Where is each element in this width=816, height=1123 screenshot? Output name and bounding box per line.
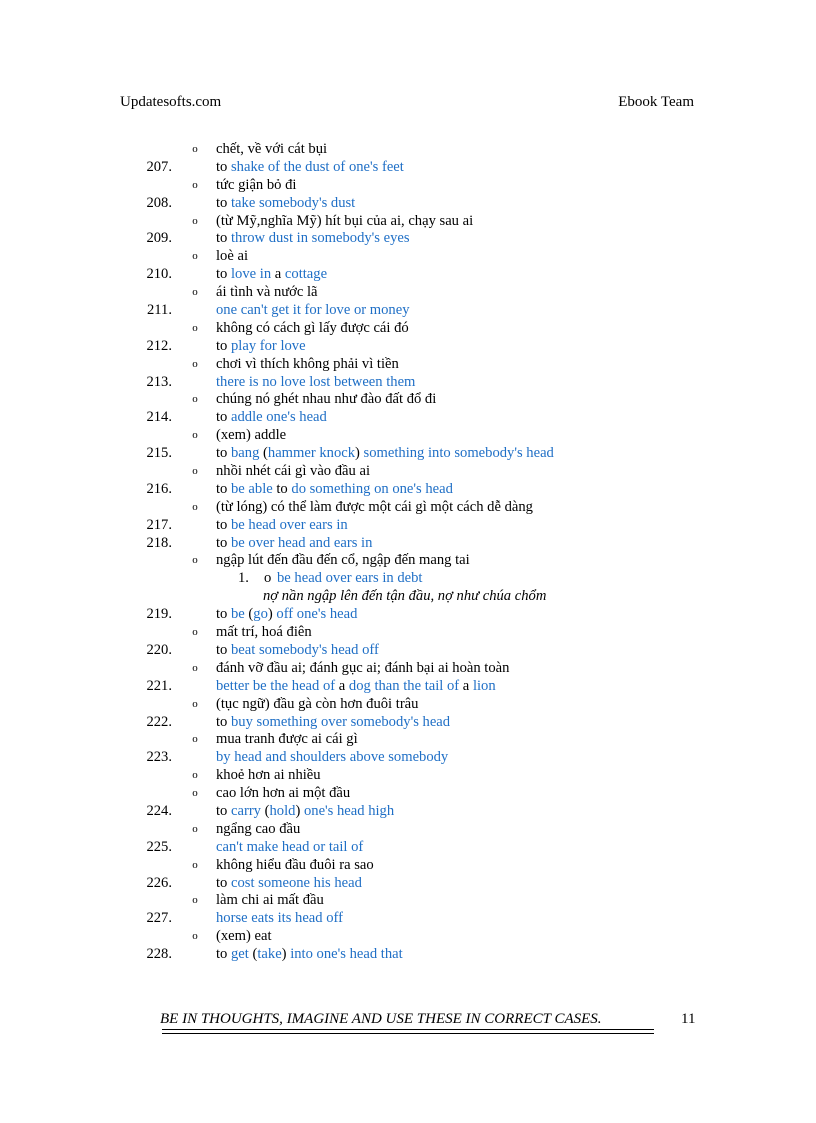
entry-row (0, 445, 816, 463)
text-segment: to (216, 194, 231, 211)
meaning-row (0, 767, 816, 785)
entry-row (0, 875, 816, 893)
entry-row (0, 266, 816, 284)
phrase-text (216, 159, 404, 177)
meaning-row (0, 857, 816, 875)
text-segment: to (216, 230, 231, 247)
entry-row (0, 606, 816, 624)
meaning-text (216, 660, 509, 678)
text-segment: to (216, 534, 231, 551)
phrase-link[interactable]: hold (269, 802, 296, 819)
text-segment: chết, về với cát bụi (216, 141, 328, 157)
sub-number: 1. (238, 570, 249, 587)
text-segment: mất trí, hoá điên (216, 624, 312, 641)
phrase-link[interactable]: get (231, 946, 249, 963)
phrase-link[interactable]: cost someone his head (231, 874, 362, 891)
meaning-row (0, 391, 816, 409)
text-segment: chơi vì thích không phải vì tiền (216, 355, 399, 372)
meaning-text (216, 928, 272, 946)
phrase-text (216, 839, 363, 857)
entry-row (0, 535, 816, 553)
bullet-marker: o (192, 697, 198, 710)
meaning-row (0, 624, 816, 642)
meaning-text (216, 499, 533, 517)
bullet-marker: o (192, 626, 198, 639)
phrase-link[interactable]: carry (231, 802, 261, 819)
meaning-row (0, 141, 816, 159)
text-segment: ( (259, 445, 268, 462)
meaning-text (216, 320, 409, 338)
entry-number: 219. (146, 606, 172, 623)
bullet-marker: o (192, 787, 198, 800)
entry-row (0, 409, 816, 427)
phrase-text (216, 374, 415, 392)
entry-number: 227. (146, 910, 172, 927)
phrase-text (216, 230, 410, 248)
text-segment: ngập lút đến đầu đến cổ, ngập đến mang tai (216, 552, 470, 569)
meaning-row (0, 570, 816, 588)
phrase-link[interactable]: can't make head or tail of (216, 838, 364, 855)
phrase-link[interactable]: one can't get it for love or money (216, 302, 410, 319)
text-segment: không hiểu đầu đuôi ra sao (216, 856, 374, 873)
text-segment: to (216, 874, 231, 891)
entry-row (0, 517, 816, 535)
meaning-row (0, 588, 816, 606)
text-segment: to (216, 606, 231, 623)
text-segment: nợ nần ngập lên đến tận đầu, nợ như chúa chổm (263, 588, 547, 605)
phrase-text (216, 302, 410, 320)
phrase-text (277, 570, 422, 588)
phrase-link[interactable]: be head over ears in (231, 516, 348, 533)
phrase-link[interactable]: be able (231, 480, 273, 497)
bullet-marker: o (192, 429, 198, 442)
entry-row (0, 910, 816, 928)
meaning-text (216, 284, 318, 302)
entry-number: 213. (146, 373, 172, 390)
footer-rule (162, 1029, 654, 1030)
entry-row (0, 159, 816, 177)
meaning-text (216, 552, 470, 570)
meaning-row (0, 356, 816, 374)
meaning-text (263, 588, 546, 606)
meaning-text (216, 427, 286, 445)
text-segment: to (216, 445, 231, 462)
meaning-row (0, 552, 816, 570)
meaning-row (0, 892, 816, 910)
entry-number: 228. (146, 946, 172, 963)
entry-row (0, 714, 816, 732)
phrase-link[interactable]: bang (231, 445, 260, 462)
text-segment: ( (260, 802, 270, 819)
meaning-row (0, 177, 816, 195)
bullet-marker: o (192, 554, 198, 567)
bullet-marker: o (192, 769, 198, 782)
entry-number: 218. (146, 534, 172, 551)
entry-number: 209. (146, 230, 172, 247)
text-segment: to (216, 802, 231, 819)
phrase-text (216, 409, 327, 427)
phrase-link[interactable]: something into somebody's head (363, 445, 554, 462)
text-segment: (tục ngữ) đầu gà còn hơn đuôi trâu (216, 695, 419, 712)
text-segment: ( (248, 946, 258, 963)
phrase-text (216, 338, 306, 356)
entry-row (0, 642, 816, 660)
phrase-link[interactable]: throw dust in somebody's eyes (231, 230, 410, 247)
phrase-link[interactable]: be (231, 606, 245, 623)
text-segment: to (216, 337, 231, 354)
meaning-row (0, 499, 816, 517)
text-segment: mua tranh được ai cái gì (216, 731, 358, 748)
text-segment: (từ Mỹ,nghĩa Mỹ) hít bụi của ai, chạy sau ai (216, 212, 474, 229)
phrase-link[interactable]: shake of the dust of one's feet (231, 158, 404, 175)
meaning-row (0, 731, 816, 749)
text-segment: to (216, 946, 231, 963)
meaning-row (0, 248, 816, 266)
text-segment: ái tình và nước lã (216, 284, 318, 301)
phrase-text (216, 195, 355, 213)
text-segment: chúng nó ghét nhau như đào đất đổ đi (216, 391, 437, 408)
footer-motto: BE IN THOUGHTS, IMAGINE AND USE THESE IN CORRECT CASES. (160, 1011, 602, 1027)
phrase-link[interactable]: love in (231, 266, 272, 283)
sub-bullet: o (264, 570, 272, 587)
phrase-link[interactable]: one's head high (303, 802, 395, 819)
entry-row (0, 678, 816, 696)
meaning-text (216, 177, 296, 195)
text-segment: a (459, 677, 473, 694)
bullet-marker: o (192, 894, 198, 907)
meaning-row (0, 320, 816, 338)
phrase-link[interactable]: by head and shoulders above somebody (216, 749, 449, 766)
text-segment: loè ai (216, 248, 249, 265)
meaning-row (0, 696, 816, 714)
phrase-link[interactable]: lion (472, 677, 496, 694)
phrase-text (216, 266, 327, 284)
entry-number: 223. (146, 749, 172, 766)
text-segment: to (216, 516, 231, 533)
text-segment: không có cách gì lấy được cái đó (216, 319, 409, 336)
phrase-link[interactable]: dog than the tail of (348, 677, 460, 694)
meaning-text (216, 141, 327, 159)
bullet-marker: o (192, 143, 198, 155)
entry-number: 217. (146, 516, 172, 533)
header-team: Ebook Team (618, 94, 694, 110)
bullet-marker: o (192, 465, 198, 478)
phrase-link[interactable]: be head over ears in debt (277, 570, 423, 587)
text-segment: (xem) addle (216, 427, 287, 444)
phrase-text (216, 445, 554, 463)
meaning-text (216, 463, 370, 481)
bullet-marker: o (192, 858, 198, 871)
entry-row (0, 230, 816, 248)
text-segment: (từ lóng) có thể làm được một cái gì một cách dễ dàng (216, 498, 533, 515)
meaning-text (216, 391, 436, 409)
text-segment: ngẩng cao đầu (216, 820, 301, 837)
bullet-marker: o (192, 661, 198, 674)
bullet-marker: o (192, 733, 198, 746)
bullet-marker: o (192, 286, 198, 299)
entry-number: 214. (146, 409, 172, 426)
phrase-link[interactable]: there is no love lost between them (216, 373, 416, 390)
phrase-text (216, 481, 453, 499)
text-segment: đánh vỡ đầu ai; đánh gục ai; đánh bại ai hoàn toàn (216, 659, 510, 676)
entry-number: 221. (146, 677, 172, 694)
meaning-text (216, 624, 312, 642)
entry-row (0, 749, 816, 767)
bullet-marker: o (192, 214, 198, 227)
text-segment: ) (355, 445, 364, 462)
text-segment: ) (281, 946, 291, 963)
bullet-marker: o (192, 500, 198, 513)
text-segment: làm chi ai mất đầu (216, 892, 324, 909)
entry-number: 207. (146, 158, 172, 175)
text-segment: to (216, 409, 231, 426)
text-segment: ) (267, 606, 277, 623)
meaning-text (216, 892, 324, 910)
text-segment: to (272, 480, 292, 497)
text-segment: to (216, 266, 231, 283)
meaning-row (0, 463, 816, 481)
meaning-row (0, 928, 816, 946)
phrase-link[interactable]: cottage (284, 266, 328, 283)
phrase-link[interactable]: better be the head of (216, 677, 336, 694)
text-segment: to (216, 713, 231, 730)
phrase-link[interactable]: beat somebody's head off (231, 641, 379, 658)
phrase-link[interactable]: take somebody's dust (231, 194, 356, 211)
bullet-marker: o (192, 393, 198, 406)
phrase-link[interactable]: take (257, 946, 282, 963)
phrase-text (216, 749, 448, 767)
phrase-link[interactable]: horse eats its head off (216, 910, 343, 927)
meaning-text (216, 785, 350, 803)
meaning-text (216, 767, 321, 785)
bullet-marker: o (192, 321, 198, 334)
meaning-row (0, 213, 816, 231)
meaning-text (216, 731, 358, 749)
meaning-text (216, 696, 418, 714)
bullet-marker: o (192, 250, 198, 263)
phrase-link[interactable]: be over head and ears in (231, 534, 373, 551)
entry-number: 208. (146, 194, 172, 211)
meaning-text (216, 356, 399, 374)
meaning-row (0, 284, 816, 302)
entry-number: 211. (147, 302, 172, 319)
text-segment: (xem) eat (216, 928, 272, 945)
text-segment: tức giận bỏ đi (216, 176, 297, 193)
bullet-marker: o (192, 930, 198, 943)
meaning-text (216, 248, 248, 266)
phrase-link[interactable]: go (253, 606, 268, 623)
meaning-row (0, 785, 816, 803)
phrase-text (216, 517, 348, 535)
entry-number: 226. (146, 874, 172, 891)
entry-list (0, 141, 816, 964)
entry-number: 216. (146, 480, 172, 497)
entry-number: 224. (146, 802, 172, 819)
text-segment: ( (244, 606, 254, 623)
entry-number: 212. (146, 337, 172, 354)
entry-row (0, 338, 816, 356)
phrase-link[interactable]: buy something over somebody's head (231, 713, 451, 730)
bullet-marker: o (192, 357, 198, 370)
phrase-text (216, 606, 357, 624)
entry-number: 222. (146, 713, 172, 730)
text-segment: cao lớn hơn ai một đầu (216, 785, 351, 802)
meaning-row (0, 427, 816, 445)
phrase-link[interactable]: hammer knock (267, 445, 356, 462)
phrase-link[interactable]: play for love (231, 337, 306, 354)
phrase-link[interactable]: do something on one's head (291, 480, 453, 497)
phrase-text (216, 946, 403, 964)
phrase-link[interactable]: into one's head that (290, 946, 403, 963)
entry-row (0, 195, 816, 213)
phrase-text (216, 875, 362, 893)
page-number: 11 (681, 1011, 696, 1027)
entry-row (0, 374, 816, 392)
meaning-row (0, 660, 816, 678)
text-segment: a (271, 266, 285, 283)
phrase-text (216, 910, 343, 928)
entry-number: 220. (146, 641, 172, 658)
phrase-text (216, 678, 496, 696)
entry-number: 210. (146, 266, 172, 283)
meaning-text (216, 213, 473, 231)
text-segment: ) (295, 802, 304, 819)
meaning-row (0, 821, 816, 839)
phrase-text (216, 642, 379, 660)
phrase-link[interactable]: addle one's head (231, 409, 327, 426)
phrase-text (216, 714, 450, 732)
entry-row (0, 302, 816, 320)
bullet-marker: o (192, 822, 198, 835)
phrase-link[interactable]: off one's head (276, 606, 358, 623)
text-segment: to (216, 480, 231, 497)
text-segment: khoẻ hơn ai nhiều (216, 767, 321, 784)
entry-number: 225. (146, 838, 172, 855)
bullet-marker: o (192, 178, 198, 191)
entry-row (0, 839, 816, 857)
phrase-text (216, 803, 394, 821)
entry-row (0, 481, 816, 499)
entry-row (0, 946, 816, 964)
footer-rule (162, 1033, 654, 1034)
entry-row (0, 803, 816, 821)
text-segment: to (216, 641, 231, 658)
phrase-text (216, 535, 372, 553)
entry-number: 215. (146, 445, 172, 462)
text-segment: a (335, 677, 349, 694)
text-segment: to (216, 158, 231, 175)
meaning-text (216, 821, 300, 839)
meaning-text (216, 857, 374, 875)
header-site: Updatesofts.com (120, 94, 222, 110)
text-segment: nhồi nhét cái gì vào đầu ai (216, 463, 370, 480)
